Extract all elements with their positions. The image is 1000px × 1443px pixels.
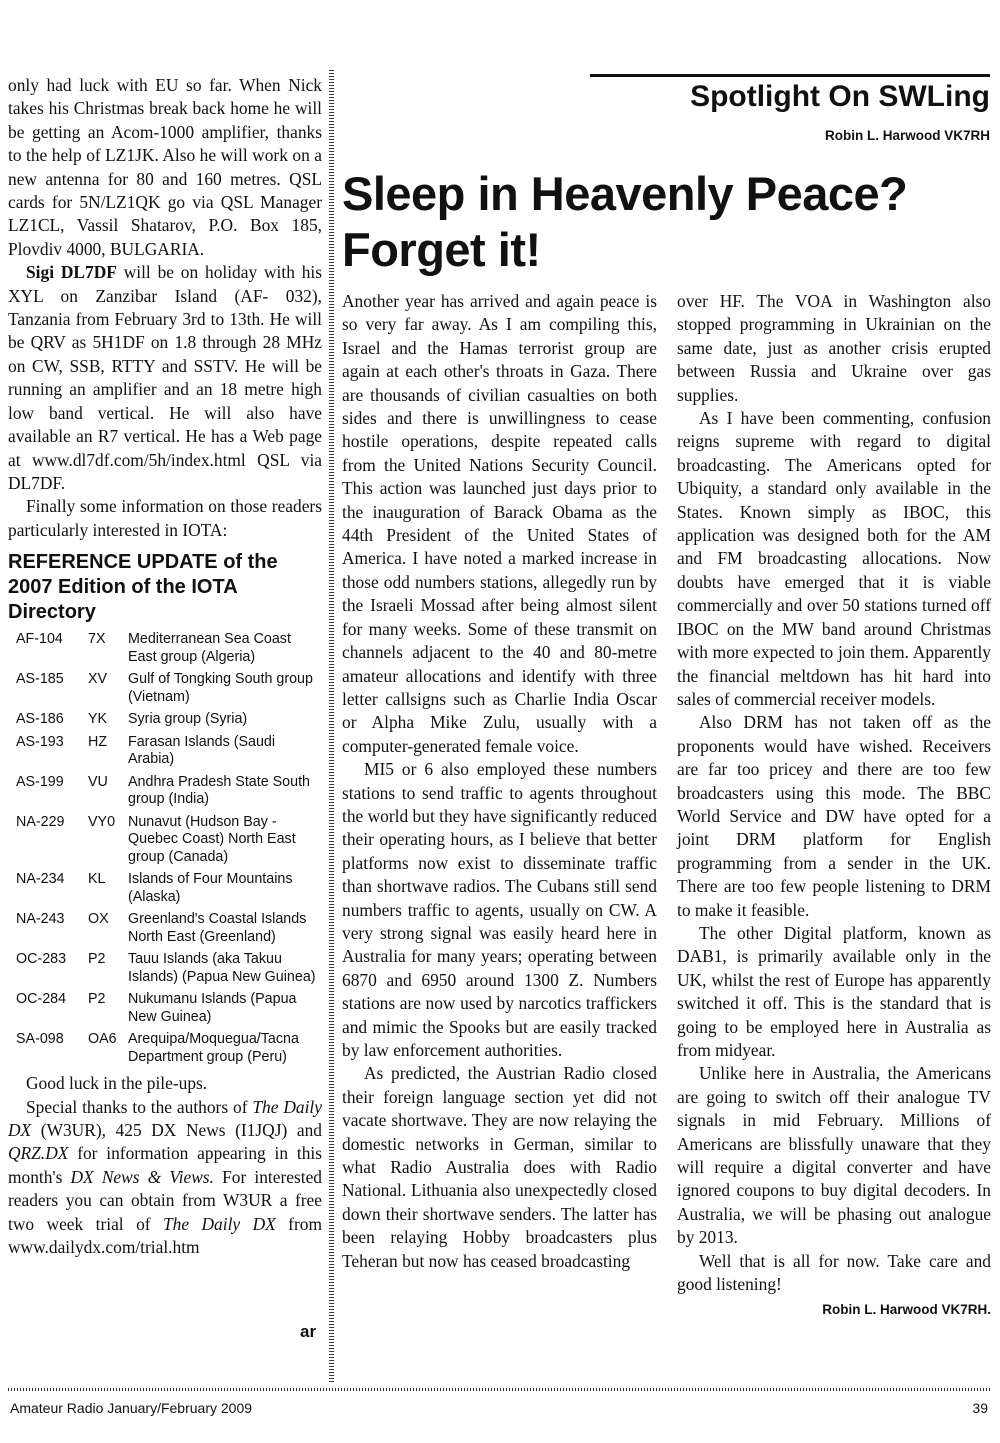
iota-reference: AS-193 [16,733,64,750]
author-signoff: Robin L. Harwood VK7RH. [822,1302,991,1318]
iota-island-name: Islands of Four Mountains (Alaska) [128,871,293,905]
iota-row [8,871,322,906]
left-paragraph-4: Good luck in the pile-ups. [26,1073,208,1094]
section-header-rule [590,74,990,77]
mid-paragraph-1: Another year has arrived and again peace is so very far away. As I am compiling this, Israel and the Hamas terrorist group are again at each other's throats in Gaza. There are thousands of civilian casualties on both sides and there is unwillingness to cease hostile operations, despite repeated calls from the United Nations Security Council. This action was launched just days prior to the inauguration of Barack Obama as the 44th President of the United States of America. I have noted a marked increase in those odd numbers stations, allegedly run by the Israeli Mossad after being almost silent for many weeks. Some of these transmit on channels adjacent to the 40 and 80-metre amateur allocations and identify with three letter callsigns such as Charlie India Oscar or Alpha Mike Zulu, usually with a computer-generated female voice. [342,291,657,756]
iota-island-name: Farasan Islands (Saudi Arabia) [128,733,276,768]
p5-text-i: from www.dailydx.com/trial.htm [8,1213,322,1257]
left-paragraph-2 [8,261,322,495]
iota-reference: AS-199 [16,773,64,790]
iota-row [8,911,322,946]
p5-dx-news-views: DX News & Views. [70,1166,214,1187]
right-paragraph-6: Well that is all for now. Take care and good listening! [677,1250,991,1295]
iota-prefix: XV [88,671,108,688]
iota-prefix: P2 [88,951,106,968]
left-paragraph-2-body: will be on holiday with his XYL on Zanzibar Island (AF- 032), Tanzania from February 3rd to 13th. He will be QRV as 5H1DF on 1.8 through 28 MHz on CW, SSB, RTTY and SSTV. He will be running an amplifier and an 18 metre high low band vertical. He will also have available an R7 vertical. He has a Web page at www.dl7df.com/5h/index.html QSL via DL7DF. [8,262,322,493]
mid-paragraph-2: MI5 or 6 also employed these numbers stations to send traffic to agents throughout the world but they have significantly reduced their operating hours, as I believe that better platforms now exist to disseminate traffic than shortwave radios. The Cubans still send numbers traffic to agents, usually on CW. A very strong signal was easily heard here in Australia for many years; operating between 6870 and 6950 around 1300 Z. Numbers stations are now used by narcotics traffickers and mimic the Spooks but are easily tracked by law enforcement authorities. [342,759,657,1060]
article-headline [342,166,992,278]
iota-reference: OC-283 [16,951,67,968]
iota-island-name: Nukumanu Islands (Papua New Guinea) [128,991,297,1025]
left-paragraph-2-lead: Sigi DL7DF [26,262,117,283]
iota-prefix: KL [88,871,106,888]
right-paragraph-3: Also DRM has not taken off as the proponents would have wished. Receivers are far too pricey and there are too few broadcasters using this mode. The BBC World Service and DW have opted for a joint DRM platform for English programming from a sender in the UK. There are too few people listening to DRM to make it feasible. [677,712,991,920]
iota-reference: OC-284 [16,991,67,1008]
iota-prefix: VU [88,773,108,790]
iota-prefix: OA6 [88,1031,117,1048]
iota-island-name: Arequipa/Moquegua/Tacna Department group (Peru) [128,1031,299,1065]
iota-prefix: HZ [88,733,108,750]
iota-island-name: Mediterranean Sea Coast East group (Algeria) [128,631,291,665]
left-column [8,74,322,1259]
iota-reference: AS-186 [16,711,64,728]
iota-reference: SA-098 [16,1031,64,1048]
iota-row [8,814,322,867]
article-column-1 [342,290,657,1273]
iota-row [8,991,322,1026]
column-divider [329,70,334,1382]
right-paragraph-4: The other Digital platform, known as DAB1, is primarily available only in the UK, whilst the rest of Europe has apparently switched it off. This is the standard that is going to be employed here in Australia as from midyear. [677,922,991,1060]
iota-row [8,951,322,986]
right-paragraph-2: As I have been commenting, confusion reigns supreme with regard to digital broadcasting. The Americans opted for Ubiquity, a standard only available in the States. Known simply as IBOC, this application was designed both for the AM and FM broadcasting allocations. Now doubts have emerged that it is viable commercially and over 50 stations turned off IBOC on the MW band around Christmas with more expected to join them. Apparently the financial meltdown has hit hard into sales of commercial receiver models. [677,408,991,709]
iota-row [8,711,322,729]
headline-line-1: Sleep in Heavenly Peace? [342,167,908,220]
left-paragraph-1: only had luck with EU so far. When Nick takes his Christmas break back home he will be getting an Acom-1000 amplifier, thanks to the help of LZ1JK. Also he will work on a new antenna for 80 and 160 metres. QSL cards for 5N/LZ1QK go via QSL Manager LZ1CL, Vassil Shatarov, P.O. Box 185, Plovdiv 4000, BULGARIA. [8,75,322,259]
iota-reference: AF-104 [16,631,63,648]
iota-island-name: Andhra Pradesh State South group (India) [128,773,311,808]
right-paragraph-1: over HF. The VOA in Washington also stopped programming in Ukrainian on the same date, just as another crisis erupted between Russia and Ukraine over gas supplies. [677,291,991,405]
iota-island-name: Tauu Islands (aka Takuu Islands) (Papua New Guinea) [128,951,316,985]
iota-row [8,774,322,809]
p5-text-e: for information appearing in this month's [8,1143,322,1187]
iota-prefix: OX [88,911,109,928]
p5-text-c: (W3UR), 425 DX News (I1JQJ) and [31,1119,322,1140]
reference-update-heading: REFERENCE UPDATE of the 2007 Edition of the IOTA Directory [8,551,278,624]
iota-reference: AS-185 [16,671,64,688]
mid-paragraph-3: As predicted, the Austrian Radio closed their foreign language section yet did not vacate shortwave. They are now relaying the domestic networks in German, similar to what Radio Australia does with Radio National. Lithuania also unexpectedly closed down their shortwave senders. The latter has been relaying Hobby broadcasters plus Teheran but now has ceased broadcasting [342,1063,657,1271]
article-column-2 [677,290,991,1322]
iota-prefix: 7X [88,631,106,648]
headline-line-2: Forget it! [342,223,541,276]
section-title: Spotlight On SWLing [690,80,990,113]
iota-island-name: Nunavut (Hudson Bay - Quebec Coast) North East group (Canada) [128,813,296,865]
page-number: 39 [972,1400,988,1416]
p5-text-a: Special thanks to the authors of [26,1096,253,1117]
iota-reference: NA-229 [16,813,65,830]
iota-prefix: VY0 [88,813,116,830]
iota-row [8,734,322,769]
iota-island-name: Syria group (Syria) [128,711,248,728]
footer-publication: Amateur Radio January/February 2009 [10,1400,253,1416]
iota-reference: NA-234 [16,871,65,888]
p5-text-g: For interested readers you can obtain from W3UR a free two week trial of [8,1166,322,1234]
p5-qrz-dx: QRZ.DX [8,1143,69,1164]
iota-row [8,631,322,666]
iota-row [8,1031,322,1066]
iota-prefix: YK [88,711,108,728]
iota-island-name: Gulf of Tongking South group (Vietnam) [128,671,313,705]
iota-reference: NA-243 [16,911,65,928]
iota-island-name: Greenland's Coastal Islands North East (Greenland) [128,911,307,945]
right-paragraph-5: Unlike here in Australia, the Americans are going to switch off their analogue TV signals in mid February. Millions of Americans are blissfully unaware that they will require a digital converter and have ignored coupons to buy digital decoders. In Australia, we will be phasing out analogue by 2013. [677,1063,991,1248]
footer-rule [8,1388,992,1391]
iota-row [8,671,322,706]
iota-prefix: P2 [88,991,106,1008]
left-paragraph-3: Finally some information on those readers particularly interested in IOTA: [8,496,322,540]
iota-table [8,631,322,1066]
article-end-mark: ar [300,1322,317,1341]
author-byline: Robin L. Harwood VK7RH [825,128,990,143]
left-paragraph-5 [8,1096,322,1260]
p5-daily-dx-2: The Daily DX [162,1213,276,1234]
p5-daily-dx: The Daily DX [8,1096,322,1140]
